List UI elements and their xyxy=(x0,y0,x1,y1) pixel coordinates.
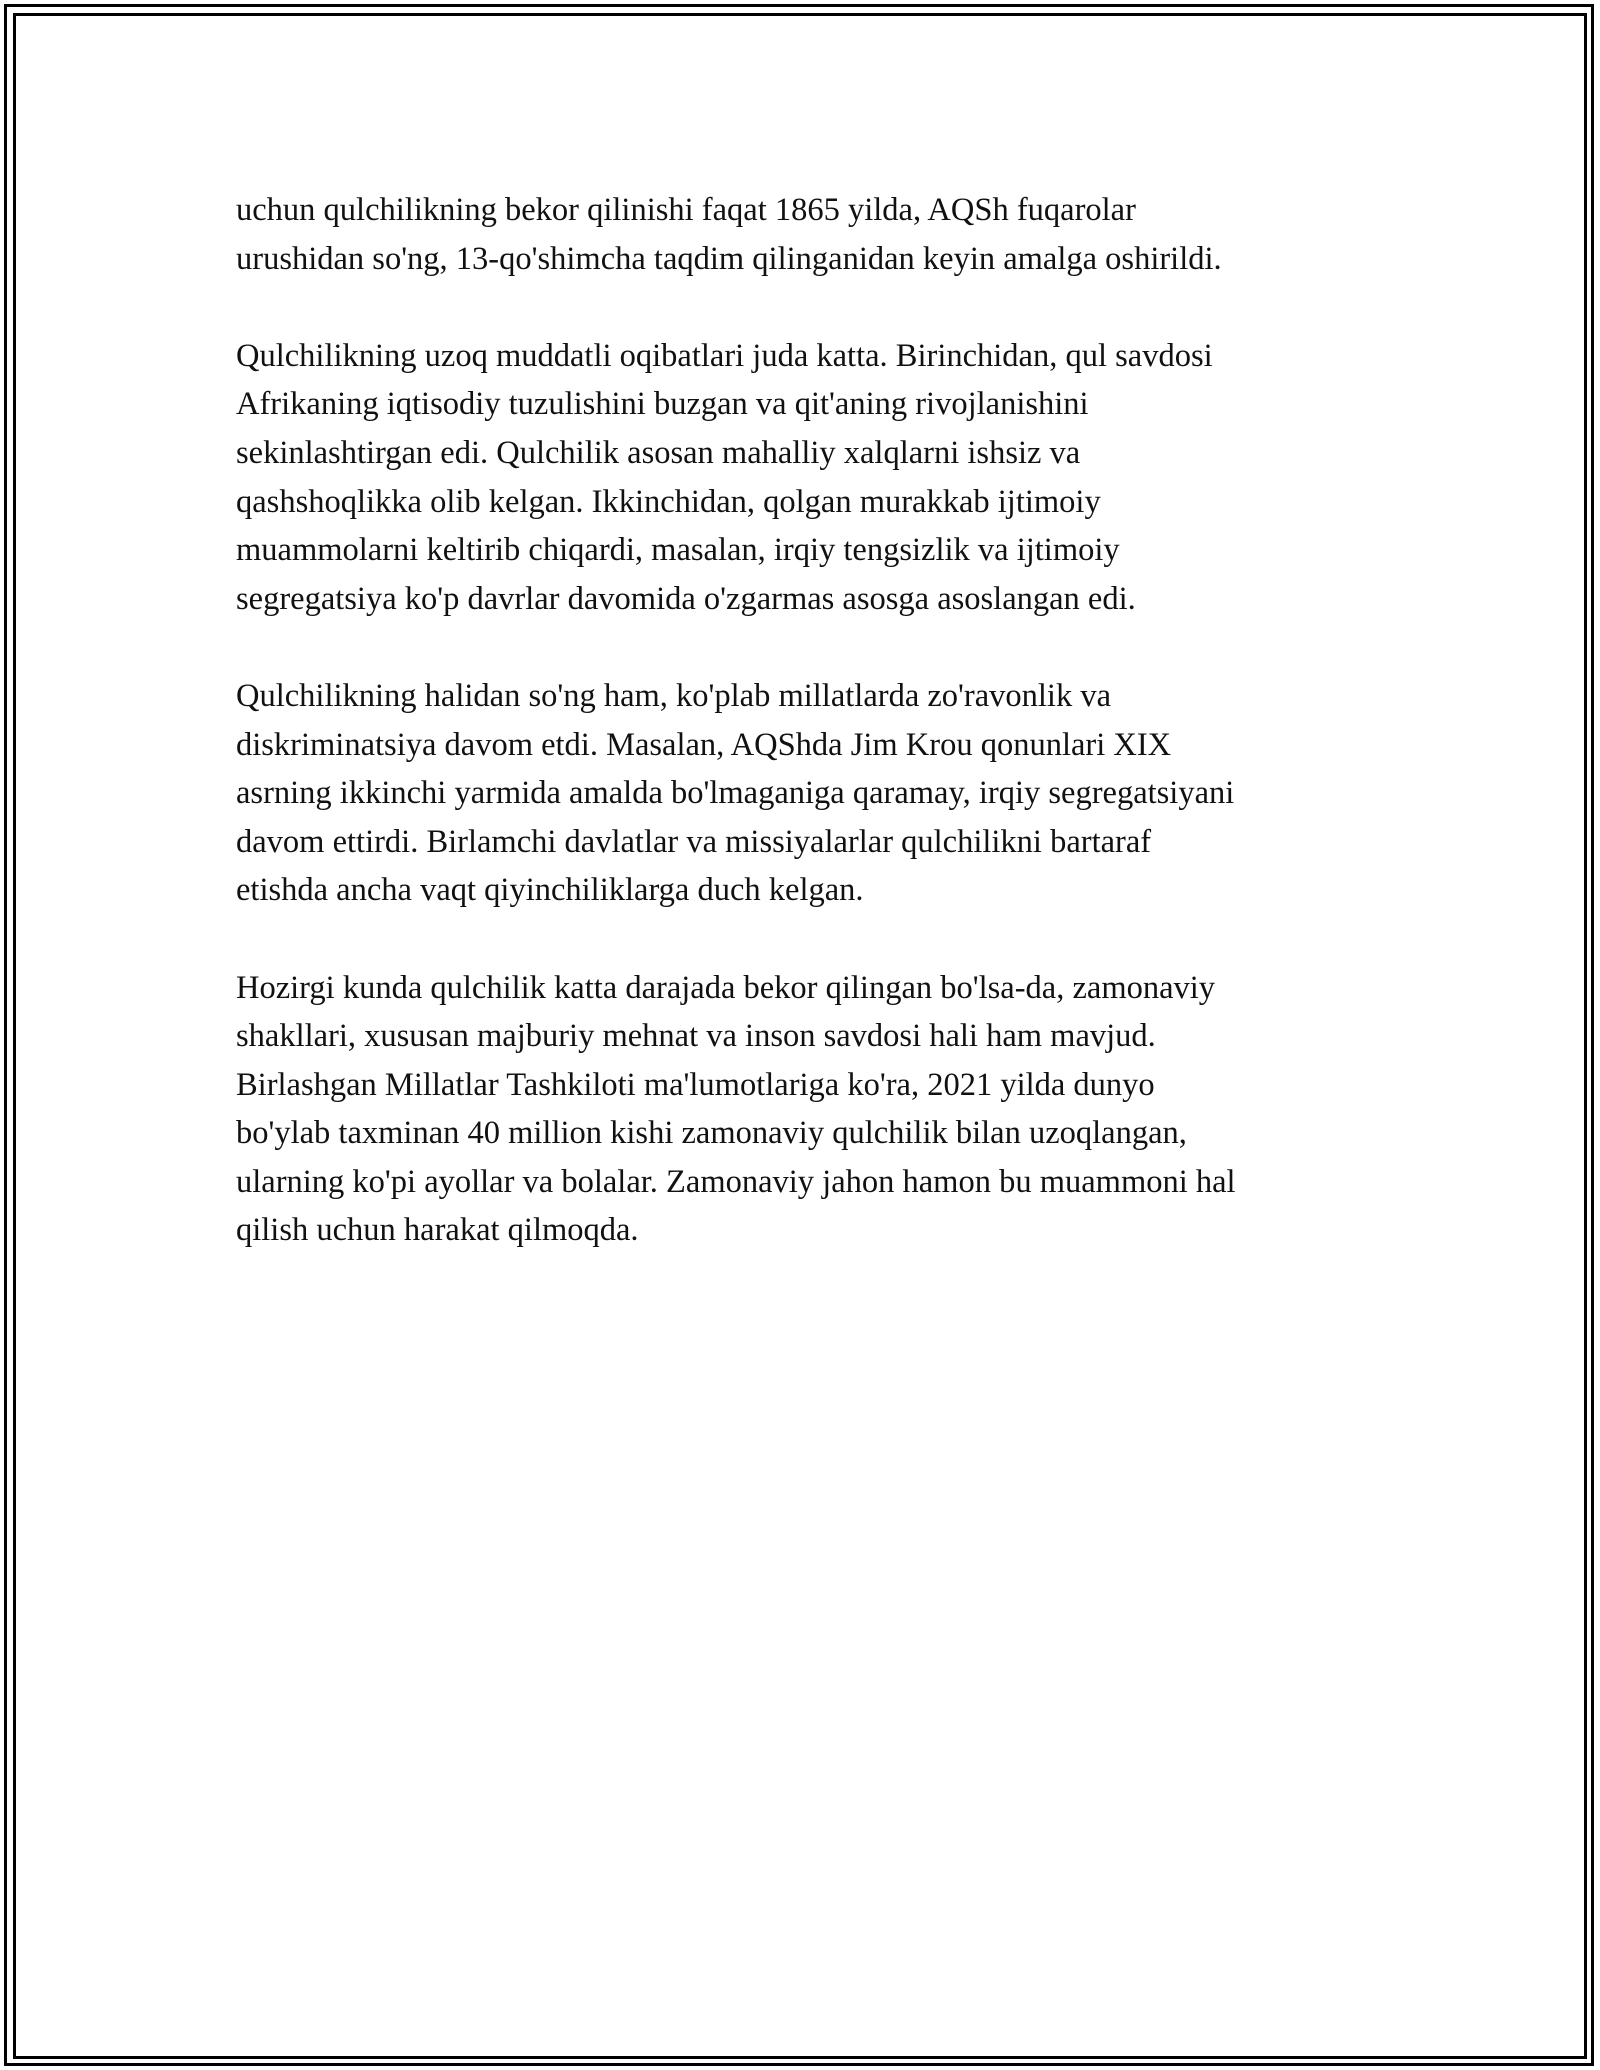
paragraph-2 xyxy=(236,332,1396,624)
text-line: shakllari, xususan majburiy mehnat va inson savdosi hali ham mavjud. xyxy=(236,1018,1156,1055)
text-line: segregatsiya ko'p davrlar davomida o'zgarmas asosga asoslangan edi. xyxy=(236,580,1136,617)
text-line: Hozirgi kunda qulchilik katta darajada bekor qilingan bo'lsa-da, zamonaviy xyxy=(236,969,1216,1006)
text-line: asrning ikkinchi yarmida amalda bo'lmaganiga qaramay, irqiy segregatsiyani xyxy=(236,775,1235,812)
text-line: muammolarni keltirib chiqardi, masalan, irqiy tengsizlik va ijtimoiy xyxy=(236,532,1120,569)
paragraph-3 xyxy=(236,672,1396,915)
text-line: bo'ylab taxminan 40 million kishi zamonaviy qulchilik bilan uzoqlangan, xyxy=(236,1115,1187,1152)
document-body xyxy=(236,186,1396,1304)
text-line: diskriminatsiya davom etdi. Masalan, AQShda Jim Krou qonunlari XIX xyxy=(236,726,1172,763)
paragraph-4 xyxy=(236,964,1396,1256)
text-line: uchun qulchilikning bekor qilinishi faqat 1865 yilda, AQSh fuqarolar xyxy=(236,192,1136,228)
text-line: davom ettirdi. Birlamchi davlatlar va missiyalarlar qulchilikni bartaraf xyxy=(236,823,1152,860)
text-line: Qulchilikning halidan so'ng ham, ko'plab millatlarda zo'ravonlik va xyxy=(236,677,1112,714)
text-line: etishda ancha vaqt qiyinchiliklarga duch kelgan. xyxy=(236,872,864,909)
text-line: ularning ko'pi ayollar va bolalar. Zamonaviy jahon hamon bu muammoni hal xyxy=(236,1163,1236,1200)
paragraph-1 xyxy=(236,186,1396,283)
text-line: qashshoqlikka olib kelgan. Ikkinchidan, qolgan murakkab ijtimoiy xyxy=(236,483,1101,520)
text-line: urushidan so'ng, 13-qo'shimcha taqdim qilinganidan keyin amalga oshirildi. xyxy=(236,240,1222,277)
text-line: Birlashgan Millatlar Tashkiloti ma'lumotlariga ko'ra, 2021 yilda dunyo xyxy=(236,1066,1155,1103)
text-line: Qulchilikning uzoq muddatli oqibatlari juda katta. Birinchidan, qul savdosi xyxy=(236,337,1213,374)
text-line: sekinlashtirgan edi. Qulchilik asosan mahalliy xalqlarni ishsiz va xyxy=(236,434,1081,471)
text-line: Afrikaning iqtisodiy tuzulishini buzgan va qit'aning rivojlanishini xyxy=(236,386,1089,423)
text-line: qilish uchun harakat qilmoqda. xyxy=(236,1212,639,1249)
